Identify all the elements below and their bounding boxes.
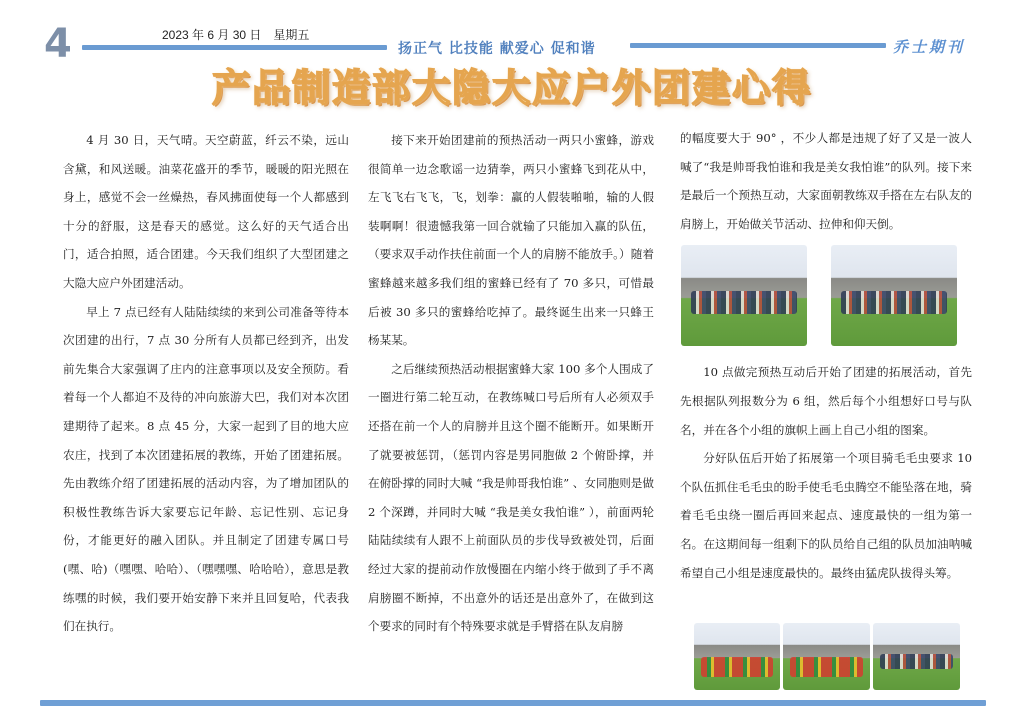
- article-column-2: [368, 126, 654, 641]
- photo-people-figure: [790, 657, 863, 677]
- photo-field-activity: [873, 623, 960, 690]
- page-number: 4: [44, 21, 72, 67]
- photo-people-figure: [841, 291, 947, 313]
- paragraph: 接下来开始团建前的预热活动一两只小蜜蜂，游戏很简单一边念歌谣一边猜拳，两只小蜜蜂飞到花从中，左飞飞右飞飞，飞，划拳：赢的人假装啪啪，输的人假装啊啊！很遗憾我第一回合就输了只能加入赢的队伍，（要求双手动作扶住前面一个人的肩膀不能放手。）随着蜜蜂越来越多我们组的蜜蜂已经有了 70 多只，可惜最后被 30 多只的蜜蜂给吃掉了。最终诞生出来一只蜂王杨某某。: [368, 133, 654, 348]
- article-column-1: [63, 126, 349, 641]
- header-rule-left: [82, 45, 387, 50]
- photo-people-figure: [880, 654, 953, 669]
- issue-date: 2023 年 6 月 30 日 星期五: [162, 28, 310, 42]
- paragraph: 分好队伍后开始了拓展第一个项目骑毛毛虫要求 10 个队伍抓住毛毛虫的盼手使毛毛虫腾空不能坠落在地，骑着毛毛虫绕一圈后再回来起点、速度最快的一组为第一名。在这期间每一组剩下的队员给自己组的队员加油呐喊希望自己小组是速度最快的。最终由猛虎队拔得头筹。: [680, 451, 972, 580]
- photo-people-figure: [701, 657, 773, 677]
- paragraph: 之后继续预热活动根据蜜蜂大家 100 多个人围成了一圈进行第二轮互动，在教练喊口号后所有人必须双手还搭在前一个人的肩膀并且这个圈不能断开。如果断开了就要被惩罚，（惩罚内容是男同胞做 2 个俯卧撑，并在俯卧撑的同时大喊 “我是帅哥我怕谁” 、女同胞则是做 2 个深蹲，并同时大喊 “我是美女我怕谁” ），前面两轮陆陆续续有人跟不上前面队员的步伐导致被处罚，后面经过大家的提前动作放慢圈在内缩小终于做到了手不离肩膀圈不断掉，不出意外的话还是出意外了，在做到这个要求的同时有个特殊要求就是手臂搭在队友肩膀: [368, 361, 654, 634]
- paragraph: 10 点做完预热互动后开始了团建的拓展活动，首先先根据队列报数分为 6 组，然后每个小组想好口号与队名，并在各个小组的旗帜上画上自己小组的图案。: [680, 365, 972, 437]
- paragraph-continuation: 的幅度要大于 90° ，不少人都是违规了好了又是一波人喊了“我是帅哥我怕谁和我是美女我怕谁”的队列。接下来是最后一个预热互动，大家面朝教练双手搭在左右队友的肩膀上，开始做关节活动、拉伸和仰天倒。: [680, 131, 972, 231]
- photo-team-circle-2: [831, 245, 957, 346]
- photo-caterpillar-race-1: [694, 623, 780, 690]
- headline: 产品制造部大隐大应户外团建心得: [211, 66, 812, 110]
- paragraph: 早上 7 点已经有人陆陆续续的来到公司准备等待本次团建的出行，7 点 30 分所有人员都已经到齐，出发前先集合大家强调了庄内的注意事项以及安全预防。看着每一个人都迫不及待的冲向旅游大巴，我们对本次团建期待了起来。8 点 45 分，大家一起到了目的地大应农庄，找到了本次团建拓展的教练，开始了团建拓展。先由教练介绍了团建拓展的活动内容，为了增加团队的积极性教练告诉大家要忘记年龄、忘记性别、忘记身份，才能更好的融入团队。并且制定了团建专属口号(嘿、哈)（嘿嘿、哈哈）、（嘿嘿嘿、哈哈哈），意思是教练嘿的时候，我们要开始安静下来并且回复哈，代表我们在执行。: [63, 304, 349, 634]
- header-rule-right: [630, 43, 886, 48]
- photo-people-figure: [691, 291, 797, 313]
- slogan: 扬正气 比技能 献爱心 促和谐: [398, 41, 596, 57]
- article-column-3: [680, 124, 972, 587]
- paragraph: 4 月 30 日，天气晴。天空蔚蓝，纤云不染，远山含黛，和风送暖。油菜花盛开的季节，暖暖的阳光照在身上，感觉不会一丝燥热，春风拂面使每一个人都感到十分的舒服，这是春天的感觉。这么好的天气适合出门，适合拍照，适合团建。今天我们组织了大型团建之大隐大应户外团建活动。: [63, 133, 349, 290]
- footer-rule: [40, 700, 986, 706]
- photo-caterpillar-race-2: [783, 623, 870, 690]
- publication-name: 乔士期刊: [893, 38, 966, 56]
- photo-team-circle-1: [681, 245, 807, 346]
